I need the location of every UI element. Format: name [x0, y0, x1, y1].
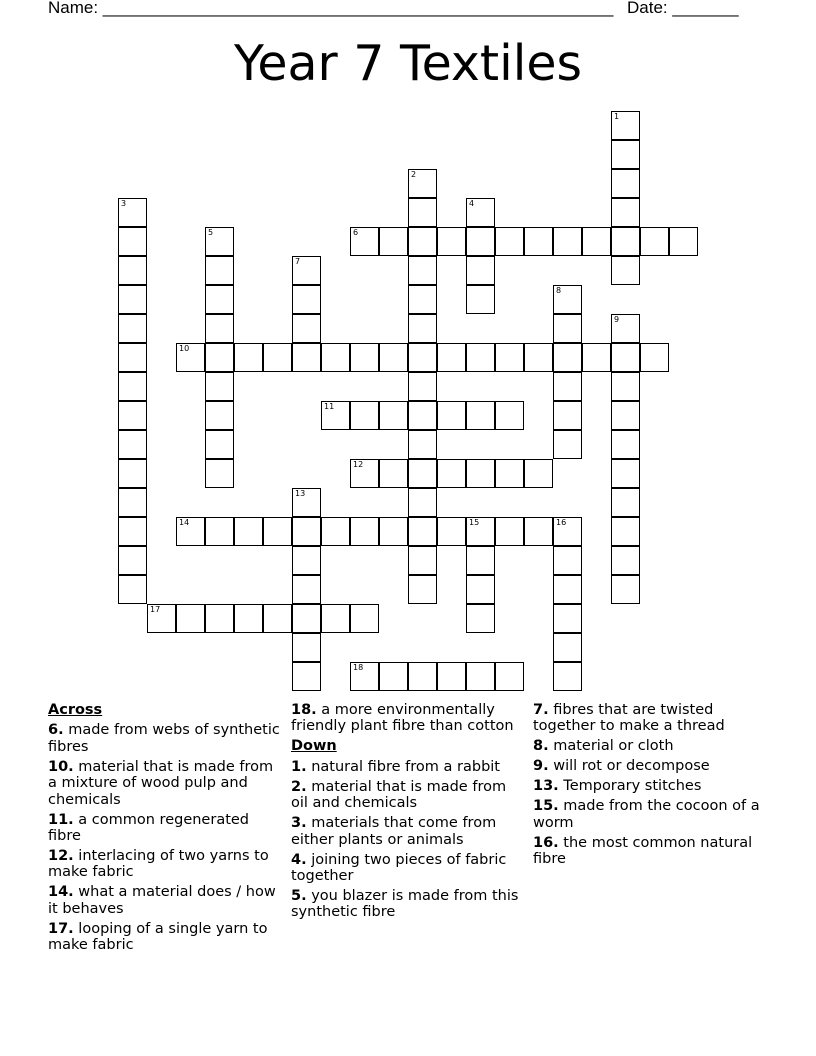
- crossword-cell[interactable]: [118, 546, 147, 575]
- crossword-cell[interactable]: [408, 285, 437, 314]
- clue-item-number: 7.: [533, 702, 549, 718]
- clue-item-number: 3.: [291, 815, 307, 832]
- crossword-cell[interactable]: [118, 401, 147, 430]
- crossword-cell[interactable]: [582, 227, 611, 256]
- clue-column-2: [291, 702, 523, 924]
- clue-number: 9: [614, 315, 620, 324]
- clue-item-text: a more environmentally friendly plant fibre than cotton: [291, 702, 514, 735]
- crossword-cell[interactable]: [118, 256, 147, 285]
- crossword-cell[interactable]: [408, 314, 437, 343]
- crossword-cell[interactable]: [495, 227, 524, 256]
- clue-item: [48, 884, 280, 917]
- clue-item-text: made from the cocoon of a worm: [533, 798, 760, 831]
- clue-number: 4: [469, 199, 475, 208]
- crossword-cell[interactable]: [205, 604, 234, 633]
- crossword-cell[interactable]: [553, 604, 582, 633]
- crossword-cell[interactable]: [640, 343, 669, 372]
- clue-item-number: 18.: [291, 702, 317, 718]
- crossword-cell[interactable]: [611, 314, 640, 343]
- clue-item-text: made from webs of synthetic fibres: [48, 722, 280, 755]
- crossword-cell[interactable]: [263, 517, 292, 546]
- crossword-cell[interactable]: [118, 314, 147, 343]
- crossword-cell[interactable]: [263, 604, 292, 633]
- crossword-cell[interactable]: [553, 314, 582, 343]
- clue-item-text: what a material does / how it behaves: [48, 884, 276, 917]
- crossword-cell[interactable]: [669, 227, 698, 256]
- crossword-cell[interactable]: [408, 575, 437, 604]
- crossword-cell[interactable]: [118, 517, 147, 546]
- crossword-cell[interactable]: [118, 372, 147, 401]
- crossword-cell[interactable]: [379, 662, 408, 691]
- crossword-cell[interactable]: [466, 662, 495, 691]
- crossword-cell[interactable]: [524, 459, 553, 488]
- crossword-cell[interactable]: [234, 517, 263, 546]
- crossword-cell[interactable]: [379, 459, 408, 488]
- clue-item-number: 16.: [533, 834, 559, 851]
- crossword-cell[interactable]: [611, 488, 640, 517]
- crossword-cell[interactable]: [611, 343, 640, 372]
- clue-item-text: fibres that are twisted together to make a thread: [533, 702, 725, 735]
- clue-item: [48, 812, 280, 845]
- crossword-cell[interactable]: [611, 430, 640, 459]
- clue-section-heading: Down: [291, 738, 337, 755]
- crossword-cell[interactable]: [321, 343, 350, 372]
- crossword-cell[interactable]: [292, 314, 321, 343]
- crossword-cell[interactable]: [321, 401, 350, 430]
- clue-item: [48, 921, 280, 954]
- clue-item: [291, 702, 523, 735]
- crossword-cell[interactable]: [321, 604, 350, 633]
- crossword-cell[interactable]: [495, 401, 524, 430]
- crossword-cell[interactable]: [553, 401, 582, 430]
- crossword-cell[interactable]: [553, 662, 582, 691]
- crossword-cell[interactable]: [553, 633, 582, 662]
- crossword-cell[interactable]: [611, 372, 640, 401]
- crossword-cell[interactable]: [292, 604, 321, 633]
- clue-item-text: material or cloth: [548, 738, 674, 755]
- crossword-cell[interactable]: [292, 575, 321, 604]
- clue-item-number: 15.: [533, 798, 559, 815]
- clue-item: [48, 759, 280, 808]
- clue-number: 10: [179, 344, 190, 353]
- crossword-cell[interactable]: [524, 517, 553, 546]
- clue-item-text: joining two pieces of fabric together: [291, 851, 507, 885]
- crossword-cell[interactable]: [466, 256, 495, 285]
- crossword-cell[interactable]: [437, 459, 466, 488]
- crossword-cell[interactable]: [408, 401, 437, 430]
- crossword-cell[interactable]: [205, 372, 234, 401]
- crossword-cell[interactable]: [292, 517, 321, 546]
- crossword-cell[interactable]: [379, 401, 408, 430]
- clue-item-number: 14.: [48, 884, 74, 901]
- crossword-cell[interactable]: [350, 662, 379, 691]
- crossword-cell[interactable]: [466, 401, 495, 430]
- crossword-cell[interactable]: [292, 488, 321, 517]
- crossword-cell[interactable]: [466, 285, 495, 314]
- crossword-cell[interactable]: [205, 227, 234, 256]
- clue-item-number: 17.: [48, 920, 74, 937]
- crossword-cell[interactable]: [350, 517, 379, 546]
- page-title: Year 7 Textiles: [233, 35, 583, 92]
- crossword-cell[interactable]: [437, 343, 466, 372]
- clue-item-text: looping of a single yarn to make fabric: [48, 920, 268, 954]
- crossword-cell[interactable]: [379, 517, 408, 546]
- crossword-cell[interactable]: [118, 575, 147, 604]
- crossword-cell[interactable]: [234, 343, 263, 372]
- clue-number: 14: [179, 518, 190, 527]
- clue-item-text: material that is made from oil and chemicals: [291, 778, 507, 812]
- crossword-cell[interactable]: [611, 111, 640, 140]
- crossword-cell[interactable]: [292, 256, 321, 285]
- crossword-cell[interactable]: [350, 459, 379, 488]
- clue-number: 16: [556, 518, 567, 527]
- crossword-cell[interactable]: [553, 227, 582, 256]
- crossword-cell[interactable]: [205, 285, 234, 314]
- clue-item-text: interlacing of two yarns to make fabric: [48, 848, 269, 881]
- clue-number: 7: [295, 257, 301, 266]
- crossword-cell[interactable]: [147, 604, 176, 633]
- clue-number: 8: [556, 286, 562, 295]
- crossword-cell[interactable]: [466, 459, 495, 488]
- crossword-cell[interactable]: [292, 343, 321, 372]
- clue-number: 13: [295, 489, 306, 498]
- clue-item: [48, 848, 280, 881]
- clue-item-number: 10.: [48, 758, 74, 775]
- crossword-cell[interactable]: [234, 604, 263, 633]
- clue-item-number: 12.: [48, 848, 74, 865]
- crossword-cell[interactable]: [611, 459, 640, 488]
- crossword-cell[interactable]: [379, 227, 408, 256]
- crossword-cell[interactable]: [176, 517, 205, 546]
- crossword-cell[interactable]: [582, 343, 611, 372]
- clue-item-number: 11.: [48, 811, 74, 828]
- crossword-cell[interactable]: [611, 256, 640, 285]
- crossword-cell[interactable]: [408, 169, 437, 198]
- clue-item: [291, 888, 523, 921]
- crossword-cell[interactable]: [205, 401, 234, 430]
- crossword-cell[interactable]: [611, 140, 640, 169]
- clue-item: [291, 815, 523, 848]
- crossword-cell[interactable]: [437, 517, 466, 546]
- clue-item-text: you blazer is made from this synthetic fibre: [291, 888, 519, 921]
- clue-item: [291, 779, 523, 812]
- crossword-cell[interactable]: [408, 227, 437, 256]
- crossword-cell[interactable]: [495, 343, 524, 372]
- crossword-cell[interactable]: [408, 372, 437, 401]
- crossword-cell[interactable]: [408, 488, 437, 517]
- crossword-cell[interactable]: [611, 517, 640, 546]
- crossword-cell[interactable]: [524, 343, 553, 372]
- clue-item-text: Temporary stitches: [558, 778, 702, 795]
- clue-number: 15: [469, 518, 480, 527]
- crossword-cell[interactable]: [205, 517, 234, 546]
- crossword-cell[interactable]: [437, 227, 466, 256]
- name-field-label[interactable]: Name: ______________________________________________________: [48, 0, 614, 17]
- crossword-cell[interactable]: [553, 285, 582, 314]
- crossword-cell[interactable]: [408, 256, 437, 285]
- clue-item-number: 4.: [291, 851, 307, 868]
- crossword-cell[interactable]: [205, 430, 234, 459]
- crossword-cell[interactable]: [466, 517, 495, 546]
- clue-item: [533, 702, 765, 735]
- crossword-cell[interactable]: [292, 662, 321, 691]
- crossword-cell[interactable]: [408, 517, 437, 546]
- crossword-cell[interactable]: [292, 285, 321, 314]
- crossword-cell[interactable]: [118, 227, 147, 256]
- clue-number: 12: [353, 460, 364, 469]
- clue-number: 18: [353, 663, 364, 672]
- crossword-cell[interactable]: [350, 401, 379, 430]
- crossword-cell[interactable]: [466, 546, 495, 575]
- crossword-cell[interactable]: [292, 546, 321, 575]
- clue-item-text: a common regenerated fibre: [48, 811, 250, 845]
- crossword-cell[interactable]: [553, 343, 582, 372]
- crossword-cell[interactable]: [408, 546, 437, 575]
- crossword-cell[interactable]: [553, 575, 582, 604]
- clue-item: [291, 852, 523, 885]
- crossword-cell[interactable]: [379, 343, 408, 372]
- crossword-cell[interactable]: [611, 575, 640, 604]
- crossword-cell[interactable]: [321, 517, 350, 546]
- clue-item-number: 8.: [533, 738, 549, 755]
- clue-number: 5: [208, 228, 214, 237]
- crossword-cell[interactable]: [553, 517, 582, 546]
- crossword-cell[interactable]: [437, 662, 466, 691]
- clue-item: [291, 759, 523, 775]
- clue-column-3: [533, 702, 765, 871]
- crossword-cell[interactable]: [466, 227, 495, 256]
- crossword-cell[interactable]: [205, 314, 234, 343]
- clue-section-heading: Across: [48, 702, 103, 718]
- crossword-cell[interactable]: [350, 227, 379, 256]
- clue-number: 3: [121, 199, 127, 208]
- clue-item-text: will rot or decompose: [548, 758, 710, 775]
- clue-item: [533, 758, 765, 774]
- clue-item: [48, 722, 280, 755]
- crossword-cell[interactable]: [611, 546, 640, 575]
- crossword-cell[interactable]: [205, 256, 234, 285]
- crossword-cell[interactable]: [408, 198, 437, 227]
- crossword-cell[interactable]: [495, 517, 524, 546]
- crossword-cell[interactable]: [553, 372, 582, 401]
- clue-item: [533, 738, 765, 754]
- crossword-cell[interactable]: [437, 401, 466, 430]
- date-field-label[interactable]: Date: _______: [627, 0, 739, 17]
- crossword-cell[interactable]: [292, 633, 321, 662]
- clue-item-number: 5.: [291, 888, 307, 905]
- crossword-cell[interactable]: [640, 227, 669, 256]
- crossword-cell[interactable]: [495, 459, 524, 488]
- clue-number: 11: [324, 402, 335, 411]
- crossword-cell[interactable]: [466, 343, 495, 372]
- crossword-cell[interactable]: [408, 459, 437, 488]
- crossword-cell[interactable]: [118, 343, 147, 372]
- crossword-cell[interactable]: [263, 343, 292, 372]
- clue-item-text: materials that come from either plants or animals: [291, 815, 497, 848]
- crossword-cell[interactable]: [205, 459, 234, 488]
- clue-number: 2: [411, 170, 417, 179]
- crossword-cell[interactable]: [408, 430, 437, 459]
- crossword-cell[interactable]: [466, 604, 495, 633]
- clue-item-text: natural fibre from a rabbit: [306, 758, 500, 775]
- clue-item-number: 2.: [291, 778, 307, 795]
- crossword-cell[interactable]: [495, 662, 524, 691]
- clue-column-1: [48, 702, 280, 957]
- crossword-cell[interactable]: [118, 430, 147, 459]
- clue-item: [533, 778, 765, 794]
- crossword-cell[interactable]: [611, 169, 640, 198]
- crossword-cell[interactable]: [611, 227, 640, 256]
- crossword-cell[interactable]: [524, 227, 553, 256]
- crossword-cell[interactable]: [553, 430, 582, 459]
- clue-number: 1: [614, 112, 620, 121]
- crossword-cell[interactable]: [118, 459, 147, 488]
- clue-item-number: 1.: [291, 758, 307, 775]
- crossword-cell[interactable]: [118, 285, 147, 314]
- crossword-cell[interactable]: [205, 343, 234, 372]
- crossword-cell[interactable]: [466, 198, 495, 227]
- clue-number: 6: [353, 228, 359, 237]
- clue-item-number: 9.: [533, 758, 549, 775]
- crossword-cell[interactable]: [466, 575, 495, 604]
- clue-item-text: the most common natural fibre: [533, 834, 753, 868]
- crossword-cell[interactable]: [611, 401, 640, 430]
- clue-item: [533, 835, 765, 868]
- clue-item: [533, 798, 765, 831]
- crossword-cell[interactable]: [408, 662, 437, 691]
- crossword-cell[interactable]: [553, 546, 582, 575]
- clue-number: 17: [150, 605, 161, 614]
- clue-item-number: 6.: [48, 722, 64, 739]
- crossword-cell[interactable]: [118, 488, 147, 517]
- crossword-cell[interactable]: [350, 343, 379, 372]
- crossword-cell[interactable]: [611, 198, 640, 227]
- crossword-cell[interactable]: [408, 343, 437, 372]
- clue-item-number: 13.: [533, 778, 559, 795]
- crossword-cell[interactable]: [176, 343, 205, 372]
- crossword-cell[interactable]: [118, 198, 147, 227]
- crossword-cell[interactable]: [350, 604, 379, 633]
- crossword-cell[interactable]: [176, 604, 205, 633]
- clue-item-text: material that is made from a mixture of wood pulp and chemicals: [48, 758, 274, 808]
